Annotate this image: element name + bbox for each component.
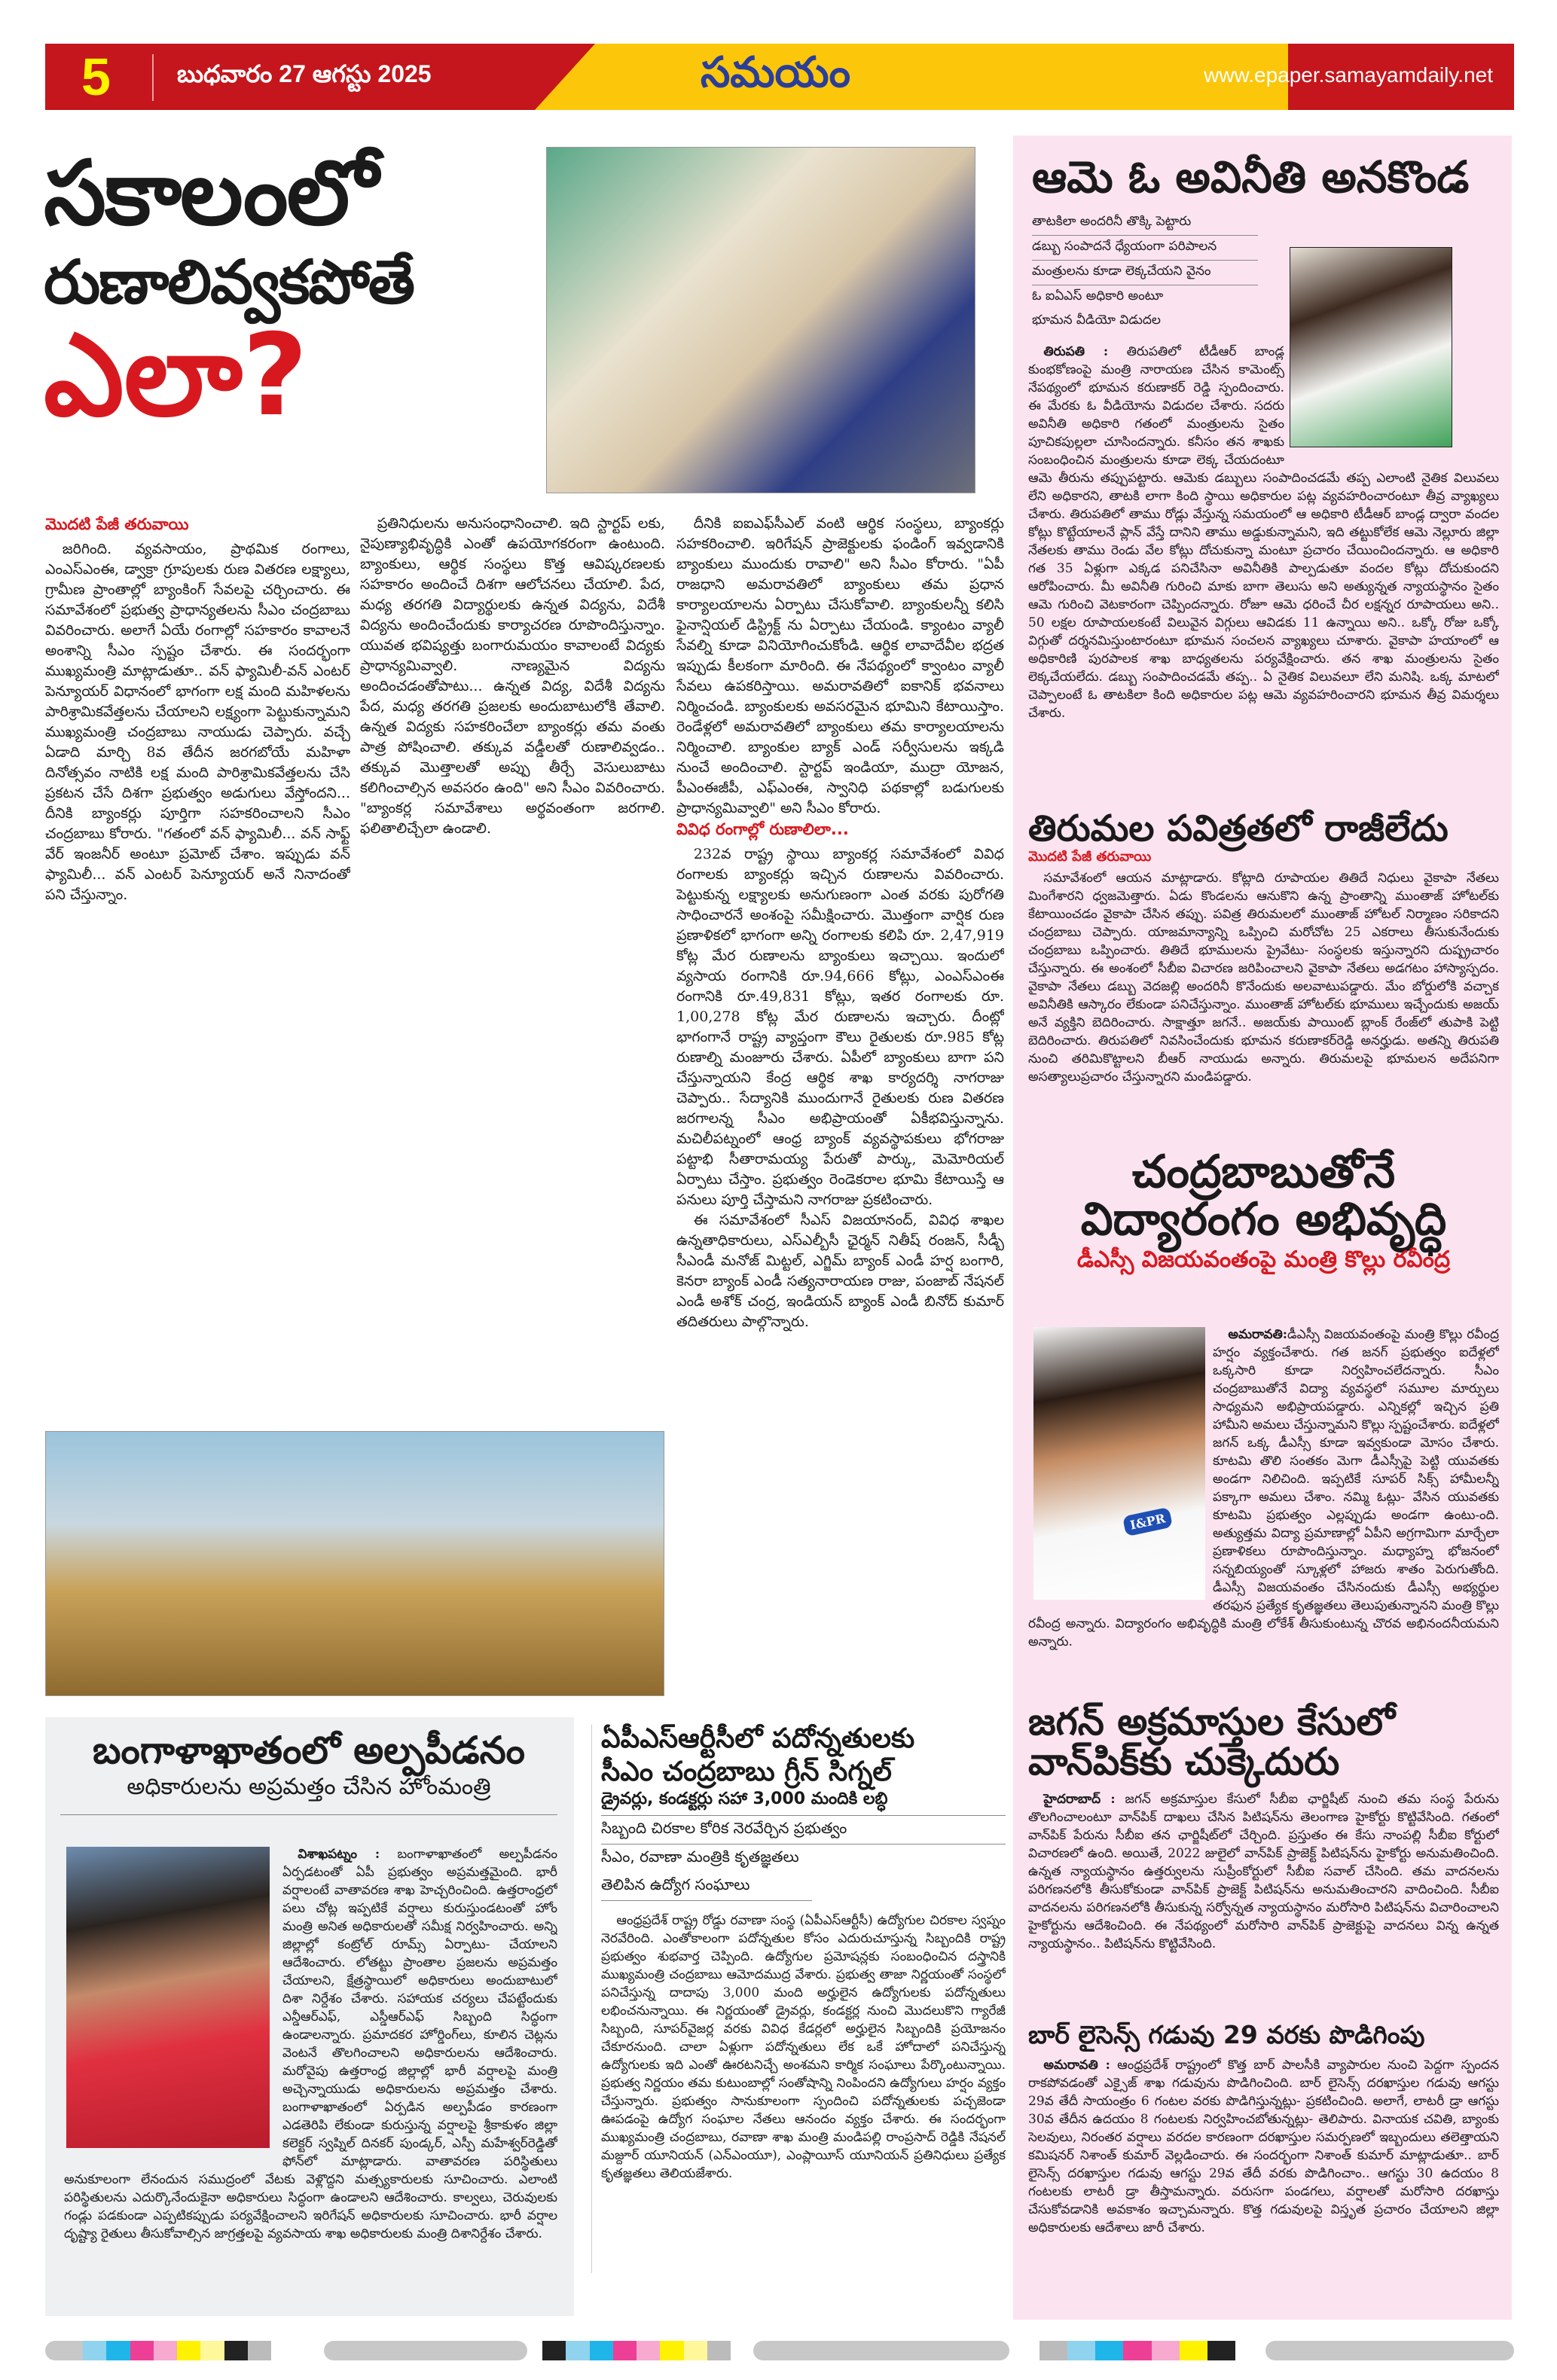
dateline: విశాఖపట్నం : bbox=[298, 1847, 380, 1862]
apsrtc-body bbox=[601, 1912, 1006, 2273]
lead-column-2 bbox=[360, 514, 665, 1425]
apsrtc-headline-line-1: ఏపీఎస్ఆర్టీసీలో పదోన్నతులకు bbox=[601, 1723, 915, 1754]
lead-col1-text: జరిగింది. వ్యవసాయం, ప్రాథమిక రంగాలు, ఎంఎస్ఎంఈ, డ్వాక్రా గ్రూపులకు రుణ వితరణ లక్ష్యాలు, గ్రామీణ ప్రాంతాల్లో బ్యాంకింగ్ సేవలపై చర్చించారు. ఈ సమావేశంలో ప్రభుత్వ ప్రాధాన్యతలను సీఎం చంద్రబాబు వివరించారు. అలాగే ఏయే రంగాల్లో సహకారం కావాలనే అంశాన్ని సీఎం స్పష్టం చేశారు. ఈ సందర్భంగా ముఖ్యమంత్రి మాట్లాడుతూ.. వన్ ఫ్యామిలీ-వన్ ఎంటర్ పెన్యూయర్ విధానంలో భాగంగా లక్ష మంది మహిళలను పారిశ్రామికవేత్తలను చేయాలని లక్ష్యంగా పెట్టుకున్నామని ముఖ్యమంత్రి చంద్రబాబు నాయుడు చెప్పారు. వచ్చే ఏడాది మార్చి 8వ తేదీన జరగబోయే మహిళా దినోత్సవం నాటికి లక్ష మంది పారిశ్రామికవేత్తలను చేసి ప్రకటన చేసే దిశగా ప్రభుత్వం అడుగులు వేస్తోందని... దీనికి బ్యాంకర్లు పూర్తిగా సహకరించాలని సీఎం చంద్రబాబు కోరారు. "గతంలో వన్ ఫ్యామిలీ... వన్ సాఫ్ట్ వేర్ ఇంజనీర్ అంటూ ప్రమోట్ చేశాం. ఇప్పుడు వన్ ఫ్యామిలీ... వన్ ఎంటర్ పెన్యూయర్ అనే నినాదంతో పని చేస్తున్నాం. bbox=[45, 541, 350, 903]
swatch bbox=[200, 2341, 224, 2360]
anaconda-headline: ఆమె ఓ అవినీతి అనకొండ bbox=[1032, 151, 1470, 203]
depression-body bbox=[64, 1845, 557, 2308]
swatch bbox=[684, 2341, 707, 2360]
anaconda-subhead: ఓ ఐఏఎస్ అధికారి అంటూ bbox=[1032, 288, 1164, 304]
lead-col2-text: ప్రతినిధులను అనుసంధానించాలి. ఇది స్టార్టప్ లకు, నైపుణ్యాభివృద్ధికి ఎంతో ఉపయోగకరంగా ఉంటుంది. బ్యాంకులు, ఆర్థిక సంస్థలు కొత్త ఆవిష్కరణలకు సహకారం అందించే దిశగా ఆలోచనలు చేయాలి. పేద, మధ్య తరగతి విద్యార్థులకు ఉన్నత విద్యను, విదేశీ విద్యను అందించేందుకు కార్యాచరణ రూపొందిస్తున్నాం. యువత భవిష్యత్తు బంగారుమయం కావాలంటే విద్యకు ప్రాధాన్యమివ్వాలి. నాణ్యమైన విద్యను అందించడంతోపాటు... ఉన్నత విద్య, విదేశీ విద్యను పేద, మధ్య తరగతి ప్రజలకు అందుబాటులోకి తేవాలి. ఉన్నత విద్యకు సహకరించేలా బ్యాంకర్లు తమ వంతు పాత్ర పోషించాలి. తక్కువ వడ్డీలతో రుణాలివ్వడం.. తక్కువ మొత్తాలతో అప్పు తీర్చే వెసులుబాటు కలిగించాల్సిన అవసరం ఉంది" అని సీఎం వివరించారు. "బ్యాంకర్ల సమావేశాలు అర్థవంతంగా జరగాలి. ఫలితాలిచ్చేలా ఉండాలి. bbox=[360, 515, 665, 837]
photo-float-spacer bbox=[1284, 343, 1499, 456]
anaconda-subhead: తాటకిలా అందరినీ తొక్కి పెట్టారు bbox=[1032, 211, 1258, 236]
vanpic-article bbox=[1028, 1702, 1499, 1990]
lead-col3-text-b: 232వ రాష్ట్ర స్థాయి బ్యాంకర్ల సమావేశంలో వివిధ రంగాలకు బ్యాంకర్లు ఇచ్చిన రుణాలను వివరించారు. పెట్టుకున్న లక్ష్యాలకు అనుగుణంగా ఎంత వరకు పురోగతి సాధించారనే అంశంపై సమీక్షించారు. మొత్తంగా వార్షిక రుణ ప్రణాళికలో భాగంగా అన్ని రంగాలకు కలిపి రూ. 2,47,919 కోట్ల మేర రుణాలను బ్యాంకులు ఇచ్చాయి. ఇందులో వ్యసాయ రంగానికి రూ.94,666 కోట్లు, ఎంఎస్ఎంఈ రంగానికి రూ.49,831 కోట్లు, ఇతర రంగాలకు రూ. 1,00,278 కోట్ల మేర రుణాలను ఇచ్చారు. దీంట్లో భాగంగానే రాష్ట్ర వ్యాప్తంగా కౌలు రైతులకు రూ.985 కోట్ల రుణాల్ని మంజూరు చేశారు. ఏపీలో బ్యాంకులు బాగా పని చేస్తున్నాయని కేంద్ర ఆర్థిక శాఖ కార్యదర్శి నాగరాజు చెప్పారు.. సేద్యానికి ముందుగానే రైతులకు రుణ వితరణ జరగాలన్న సీఎం అభిప్రాయంతో ఏకీభవిస్తున్నాను. మచిలీపట్నంలో ఆంధ్ర బ్యాంక్ వ్యవస్థాపకులు భోగరాజు పట్టాభి సీతారామయ్య పేరుతో పార్కు, మెమోరియల్ ఏర్పాటు చేస్తాం. ప్రభుత్వం రెండెకరాల భూమి కేటాయిస్తే ఆ పనులు పూర్తి చేస్తామని నాగరాజు ప్రకటించారు. bbox=[676, 846, 1004, 1208]
lead-headline bbox=[44, 141, 541, 441]
vanpic-body bbox=[1028, 1790, 1499, 1990]
swatch bbox=[637, 2341, 660, 2360]
apsrtc-subhead: డ్రైవర్లు, కండక్టర్లు సహా 3,000 మందికి లబ్ధి bbox=[601, 1787, 1006, 1816]
swatch bbox=[707, 2341, 731, 2360]
education-headline-line-1: చంద్రబాబుతోనే bbox=[1131, 1146, 1396, 1198]
lead-headline-line-1: సకాలంలో bbox=[44, 141, 377, 245]
swatch bbox=[660, 2341, 683, 2360]
bar-license-text: ఆంధ్రప్రదేశ్ రాష్ట్రంలో కొత్త బార్ పాలసీకి వ్యాపారుల నుంచి పెద్దగా స్పందన రాకపోవడంతో ఎక్సైజ్ శాఖ గడువును పొడిగించింది. బార్ లైసెన్స్ దరఖాస్తుల గడువు ఆగస్టు 29వ తేదీ సాయంత్రం 6 గంటల వరకు పొడిగిస్తున్నట్లు- ప్రకటించింది. అలాగే, లాటరీ డ్రా ఆగస్టు 30వ తేదీన ఉదయం 8 గంటలకు నిర్వహించబోతున్నట్లు- తెలిపారు. వినాయక చవితి, బ్యాంకు సెలవులు, నిరంతర వర్షాలు వరదల కారణంగా దరఖాస్తుల సమర్పణలో ఇబ్బందులు తలెత్తాయని కమిషనర్ నిశాంత్ కుమార్ వెల్లడించారు. ఈ సందర్భంగా నిశాంత్ కుమార్ మాట్లాడుతూ.. బార్ లైసెన్స్ దరఖాస్తుల గడువు ఆగస్టు 29వ తేదీ వరకు పొడిగించాం.. ఆగస్టు 30 ఉదయం 8 గంటలకు లాటరీ డ్రా తీస్తామన్నారు. వరుసగా పండగలు, వర్షాలతో మరోసారి దరఖాస్తు చేసుకోవడానికి అవకాశం ఇచ్చామన్నారు. కొత్త గడువులపై విస్తృత ప్రచారం చేయాలని జిల్లా అధికారులకు ఆదేశాలు జారీ చేశారు. bbox=[1028, 2057, 1499, 2235]
anaconda-subhead: భూమన వీడియో విడుదల bbox=[1032, 312, 1161, 328]
page-number: 5 bbox=[81, 47, 111, 106]
registration-bar bbox=[753, 2341, 1009, 2360]
apsrtc-text: ఆంధ్రప్రదేశ్ రాష్ట్ర రోడ్డు రవాణా సంస్థ (ఏపీఎస్ఆర్టీసీ) ఉద్యోగుల చిరకాల స్వప్నం నెరవేరింది. ఎంతోకాలంగా పదోన్నతుల కోసం ఎదురుచూస్తున్న సిబ్బందికి రాష్ట్ర ప్రభుత్వం శుభవార్త చెప్పింది. ఉద్యోగుల ప్రమోషన్లకు సంబంధించిన దస్త్రానికి ముఖ్యమంత్రి చంద్రబాబు ఆమోదముద్ర వేశారు. ప్రభుత్వ తాజా నిర్ణయంతో సంస్థలో పనిచేస్తున్న దాదాపు 3,000 మంది అర్హులైన ఉద్యోగులకు పదోన్నతులు లభించనున్నాయి. ఈ నిర్ణయంతో డ్రైవర్లు, కండక్టర్ల నుంచి మొదలుకొని గ్యారేజీ సిబ్బంది, సూపర్‌వైజర్ల వరకు వివిధ కేడర్లలో అర్హులైన సిబ్బందికి ప్రయోజనం చేకూరనుంది. చాలా ఏళ్లుగా పదోన్నతులు లేక ఒకే హోదాలో పనిచేస్తున్న ఉద్యోగులకు ఇది ఎంతో ఊరటనిచ్చే అంశమని కార్మిక సంఘాలు పేర్కొంటున్నాయి. ప్రభుత్వ నిర్ణయం తమ కుటుంబాల్లో సంతోషాన్ని నింపిందని ఉద్యోగులు హర్షం వ్యక్తం చేస్తున్నారు. ప్రభుత్వం సానుకూలంగా స్పందించి పదోన్నతులకు పచ్చజెండా ఊపడంపై ఉద్యోగ సంఘాల నేతలు ఆనందం వ్యక్తం చేశారు. ఈ సందర్భంగా ముఖ్యమంత్రి చంద్రబాబు, రవాణా శాఖ మంత్రి మండిపల్లి రాంప్రసాద్ రెడ్డికి నేషనల్ మజ్దూర్ యూనియన్ (ఎన్ఎంయూ), ఎంప్లాయీస్ యూనియన్ ప్రతినిధులు ప్రత్యేక కృతజ్ఞతలు తెలియజేశారు. bbox=[601, 1912, 1006, 2181]
vanpic-text: జగన్ అక్రమాస్తుల కేసులో సీబీఐ ఛార్జిషీట్ నుంచి తమ సంస్థ పేరును తొలగించాలంటూ వాన్‌పిక్ దాఖలు చేసిన పిటిషన్‌ను తెలంగాణ హైకోర్టు కొట్టివేసింది. గతంలో వాన్‌పిక్ పేరును సీబీఐ తన ఛార్జిషీట్‌లో చేర్చింది. ప్రస్తుతం ఈ కేసు నాంపల్లి సీబీఐ కోర్టులో విచారణలో ఉంది. అయితే, 2022 జులైలో వాన్‌పిక్ ప్రాజెక్ట్ పిటిషన్‌ను హైకోర్టు అనుమతించింది. ఉన్నత న్యాయస్థానం ఉత్తర్వులను సుప్రీంకోర్టులో సీబీఐ సవాల్ చేసింది. తమ వాదనలను పరిగణనలోకి తీసుకోకుండా వాన్‌పిక్ ప్రాజెక్ట్ పిటిషన్‌ను అనుమతించారని వాదించింది. సీబీఐ వాదనలను పరిగణనలోకి తీసుకున్న సర్వోన్నత న్యాయస్థానం మరోసారి పిటిషన్‌ను విచారించాలని హైకోర్టును ఆదేశించింది. ఈ నేపథ్యంలో మరోసారి వాన్‌పిక్ ప్రాజెక్టుపై వాదనలు విన్న ఉన్నత న్యాయస్థానం.. పిటిషన్‌ను కొట్టివేసింది. bbox=[1028, 1792, 1499, 1951]
tirumala-headline: తిరుమల పవిత్రతలో రాజీలేదు bbox=[1028, 807, 1449, 850]
swatch bbox=[1067, 2341, 1095, 2360]
dateline: హైదరాబాద్ : bbox=[1043, 1792, 1116, 1807]
education-body bbox=[1028, 1326, 1499, 1680]
apsrtc-subhead: సీఎం, రవాణా మంత్రికి కృతజ్ఞతలు bbox=[601, 1847, 799, 1866]
anaconda-subhead: డబ్బు సంపాదనే ధ్యేయంగా పరిపాలన bbox=[1032, 236, 1258, 261]
vanpic-headline-line-2: వాన్‌పిక్‌కు చుక్కెదురు bbox=[1028, 1739, 1340, 1783]
swatch bbox=[154, 2341, 177, 2360]
bar-license-body bbox=[1028, 2056, 1499, 2282]
tirumala-article bbox=[1028, 807, 1499, 1137]
vanpic-headline-line-1: జగన్ అక్రమాస్తుల కేసులో bbox=[1028, 1700, 1395, 1744]
header-divider bbox=[152, 54, 154, 101]
apsrtc-subhead: తెలిపిన ఉద్యోగ సంఘాలు bbox=[601, 1872, 812, 1901]
swatch bbox=[1095, 2341, 1123, 2360]
swatch bbox=[613, 2341, 637, 2360]
anaconda-subheads bbox=[1032, 211, 1258, 334]
bar-license-article bbox=[1028, 2022, 1499, 2282]
apsrtc-subhead: సిబ్బంది చిరకాల కోరిక నెరవేర్చిన ప్రభుత్వం bbox=[601, 1816, 1006, 1844]
registration-bar bbox=[324, 2341, 527, 2360]
anaconda-subhead: మంత్రులను కూడా లెక్కచేయని వైనం bbox=[1032, 261, 1258, 285]
swatch bbox=[1207, 2341, 1235, 2360]
continued-kicker: మొదటి పేజీ తరువాయి bbox=[1028, 849, 1152, 865]
education-article bbox=[1028, 1146, 1499, 1273]
depression-subhead: అధికారులను అప్రమత్తం చేసిన హోంమంత్రి bbox=[60, 1771, 557, 1815]
swatch bbox=[177, 2341, 200, 2360]
lead-column-3 bbox=[676, 514, 1004, 1696]
education-text: డీఎస్సీ విజయవంతంపై మంత్రి కొల్లు రవీంద్ర హర్షం వ్యక్తంచేశారు. గత జనగ్ ప్రభుత్వం ఐదేళ్లలో ఒక్కసారి కూడా నిర్వహించలేదన్నారు. సీఎం చంద్రబాబుతోనే విద్యా వ్యవస్థలో సమూల మార్పులు సాధ్యమని అభిప్రాయపడ్డారు. ఎన్నికల్లో ఇచ్చిన ప్రతి హామీని అమలు చేస్తున్నామని కొల్లు స్పష్టంచేశారు. ఐదేళ్లలో జగన్ ఒక్క డీఎస్సీ కూడా ఇవ్వకుండా మోసం చేశారు. కూటమి తొలి సంతకం మెగా డీఎస్సీపై పెట్టి యువతకు అండగా నిలిచింది. ఇప్పటికే సూపర్ సిక్స్ హామీలన్నీ పక్కాగా అమలు చేశాం. నమ్మి ఓట్లు- వేసిన యువతకు కూటమి ప్రభుత్వం ఎల్లప్పుడు అండగా ఉంటు-ంది. అత్యుత్తమ విద్యా ప్రమాణాల్లో ఏపీని అగ్రగామిగా మార్చేలా ప్రణాళికలు రూపొందిస్తున్నాం. మధ్యాహ్న భోజనంలో సన్నబియ్యంతో స్కూళ్లలో హాజరు శాతం పెరుగుతోంది. డీఎస్సీ విజయవంతం చేసినందుకు డీఎస్సీ అభ్యర్థుల తరఫున ప్రత్యేక కృతజ్ఞతలు తెలుపుతున్నానని మంత్రి కొల్లు రవీంద్ర అన్నారు. విద్యారంగం అభివృద్ధికి మంత్రి లోకేశ్ తీసుకుంటున్న చొరవ అభినందనీయమని అన్నారు. bbox=[1028, 1327, 1499, 1649]
education-headline-line-2: విద్యారంగం అభివృద్ధి bbox=[1080, 1193, 1447, 1246]
depression-text: బంగాళాఖాతంలో అల్పపీడనం ఏర్పడటంతో ఏపీ ప్రభుత్వం అప్రమత్తమైంది. భారీ వర్షాలంటే వాతావరణ శాఖ హెచ్చరించింది. ఉత్తరాంధ్రలో పలు చోట్ల ఇప్పటికే వర్షాలు కురుస్తుండటంతో హోం మంత్రి అనిత అధికారులతో సమీక్ష నిర్వహించారు. అన్ని జిల్లాల్లో కంట్రోల్ రూమ్స్ ఏర్పాటు- చేయాలని ఆదేశించారు. లోతట్టు ప్రాంతాల ప్రజలను అప్రమత్తం చేయాలని, క్షేత్రస్థాయిలో అధికారులు అందుబాటులో దిశా నిర్దేశం చేశారు. సహాయక చర్యలు చేపట్టేందుకు ఎన్డీఆర్ఎఫ్, ఎస్డీఆర్ఎఫ్ సిబ్బంది సిద్ధంగా ఉండాలన్నారు. ప్రమాదకర హోర్డింగ్‌లు, కూలిన చెట్లను వెంటనే తొలగించాలని అధికారులను ఆదేశించారు. మరోవైపు ఉత్తరాంధ్ర జిల్లాల్లో భారీ వర్షాలపై మంత్రి అచ్చెన్నాయుడు అధికారులను అప్రమత్తం చేశారు. బంగాళాఖాతంలో ఏర్పడిన అల్పపీడం కారణంగా ఎడతెరిపి లేకుండా కురుస్తున్న వర్షాలపై శ్రీకాకుళం జిల్లా కలెక్టర్ స్వప్నిల్ దినకర్ పుండ్కర్, ఎస్పీ మహేశ్వర్‌రెడ్డితో ఫోన్‌లో మాట్లాడారు. వాతావరణ పరిస్థితులు అనుకూలంగా లేనందున సముద్రంలో వేటకు వెళ్లొద్దని మత్స్యకారులకు సూచించారు. ఎలాంటి పరిస్థితులను ఎదుర్కొనేందుకైనా అధికారులు సిద్ధంగా ఉండాలని ఆదేశించారు. కాల్వలు, చెరువులకు గండ్లు పడకుండా ఎప్పటికప్పుడు పర్యవేక్షించాలని ఇరిగేషన్ అధికారులకు సూచించారు. భారీ వర్షాల దృష్ట్యా రైతులు తీసుకోవాల్సిన జాగ్రత్తలపై వ్యవసాయ శాఖ అధికారులకు మంత్రి దిశానిర్దేశం చేశారు. bbox=[64, 1847, 557, 2241]
lead-col3-text-c: ఈ సమావేశంలో సీఎస్ విజయానంద్, వివిధ శాఖల ఉన్నతాధికారులు, ఎస్ఎల్బీసీ ఛైర్మన్ నితీష్ రంజన్, సీడ్బీ సీఎండీ మనోజ్ మిట్టల్, ఎగ్జిమ్ బ్యాంక్ ఎండీ హర్ష బంగారి, కెనరా బ్యాంక్ ఎండీ సత్యనారాయణ రాజు, పంజాబ్ నేషనల్ ఎండీ అశోక్ చంద్ర, ఇండియన్ బ్యాంక్ ఎండీ బినోద్ కుమార్ తదితరులు పాల్గొన్నారు. bbox=[676, 1212, 1004, 1330]
bankers-meeting-photo bbox=[45, 1431, 664, 1696]
swatch bbox=[224, 2341, 248, 2360]
masthead-logo: సమయం bbox=[701, 48, 850, 97]
anaconda-text: తిరుపతిలో టీడీఆర్ బాండ్ల కుంభకోణంపై మంత్రి నారాయణ చేసిన కామెంట్స్ నేపథ్యంలో భూమన కరుణాకర్ రెడ్డి స్పందించారు. ఈ మేరకు ఓ వీడియోను విడుదల చేశారు. సదరు అవినీతి అధికారి గతంలో మంత్రులను సైతం పూచికపుల్లలా చూసిందన్నారు. కనీసం తన శాఖకు సంబంధించిన మంత్రులను కూడా లెక్క చేయదంటూ ఆమె తీరును తప్పుపట్టారు. ఆమెకు డబ్బులు సంపాదించడమే తప్ప ఎలాంటి నైతిక విలువలు లేని అధికారని, తాటకి లాగా కింది స్థాయి అధికారుల పట్ల వ్యవహరించారంటూ తీవ్ర వ్యాఖ్యలు చేశారు. తిరుపతిలో తాము రోడ్లు వేస్తున్న సమయంలో ఆ అధికారి టీడీఆర్ బాండ్ల ద్వారా వందల కోట్లు కొట్టేయాలనే ప్లాన్ వేస్తే దానిని తాము అడ్డుకున్నామని, ఇది తట్టుకోలేక ఆమె నెల్లూరు జిల్లా నేతలకు తాము రెండు వేల కోట్లు దోచుకున్నా మంటూ ప్రచారం చేయించిందన్నారు. ఆ అధికారి గత 35 ఏళ్లుగా ఎక్కడ పనిచేసినా అవినీతికి పాల్పడుతూ వందల కోట్లు దోచుకుందని ఆరోపించారు. మీ అవినీతి గురించి మాకు బాగా తెలుసు అని అత్యున్నత న్యాయస్థానం సైతం ఆమె గురించి వెటకారంగా చెప్పిందన్నారు. రోజూ ఆమె ధరించే చీర లక్షన్నర రూపాయలు అని.. 50 లక్షల రూపాయలకంటే విలువైన విగ్గులు ఆవిడకు 11 ఉన్నాయి అని.. ఒక్కో రోజు ఒక్కో విగ్గుతో దర్శనమిస్తుంటారంటూ భూమన సంచలన వ్యాఖ్యలు చూశారు. వైకాపా హయాంలో ఆ అధికారిణి పురపాలక శాఖ బాధ్యతలను పర్యవేక్షించారు. తన శాఖ మంత్రులను సైతం లెక్కచేయలేదు. డబ్బు సంపాదించడమే తప్ప.. ఏ నైతిక విలువలూ లేని మనిషి. ఒక్క మాటలో చెప్పాలంటే ఓ తాటకిలా కింది అధికారుల పట్ల ఆమె వ్యవహరించారని భూమన తీవ్ర విమర్శలు చేశారు. bbox=[1028, 344, 1499, 721]
dateline: అమరావతి: bbox=[1228, 1327, 1288, 1342]
tirumala-body bbox=[1028, 869, 1499, 1137]
swatch bbox=[1180, 2341, 1207, 2360]
registration-bar bbox=[1265, 2341, 1514, 2360]
photo-float-spacer bbox=[1028, 1326, 1213, 1600]
swatch bbox=[1123, 2341, 1151, 2360]
cm-handshake-photo bbox=[546, 147, 975, 493]
depression-headline: బంగాళాఖాతంలో అల్పపీడనం bbox=[92, 1729, 526, 1772]
swatch bbox=[248, 2341, 271, 2360]
ipr-mic-badge: I&PR bbox=[1122, 1507, 1173, 1537]
masthead-yellow-panel bbox=[535, 44, 1288, 110]
dateline: తిరుపతి : bbox=[1043, 344, 1109, 359]
color-registration-strip bbox=[542, 2341, 731, 2360]
lead-headline-line-3: ఎలా? bbox=[44, 310, 308, 441]
bar-license-headline: బార్ లైసెన్స్ గడువు 29 వరకు పొడిగింపు bbox=[1028, 2020, 1425, 2049]
color-registration-strip bbox=[1040, 2341, 1235, 2360]
lead-column-1 bbox=[45, 514, 350, 1425]
swatch bbox=[590, 2341, 613, 2360]
issue-date: బుధవారం 27 ఆగస్టు 2025 bbox=[177, 60, 432, 87]
apsrtc-headline-line-2: సీఎం చంద్రబాబు గ్రీన్ సిగ్నల్ bbox=[601, 1756, 892, 1787]
education-subhead: డీఎస్సీ విజయవంతంపై మంత్రి కొల్లు రవీంద్ర bbox=[1076, 1246, 1451, 1273]
photo-float-spacer bbox=[64, 1845, 282, 2169]
swatch bbox=[130, 2341, 154, 2360]
swatch bbox=[83, 2341, 106, 2360]
color-registration-strip bbox=[83, 2341, 271, 2360]
apsrtc-article bbox=[591, 1725, 1006, 2273]
swatch bbox=[1152, 2341, 1180, 2360]
swatch bbox=[106, 2341, 130, 2360]
swatch bbox=[542, 2341, 566, 2360]
anaconda-body bbox=[1028, 343, 1499, 795]
page-header-band bbox=[45, 44, 1514, 110]
swatch bbox=[1040, 2341, 1067, 2360]
epaper-url[interactable]: www.epaper.samayamdaily.net bbox=[1204, 63, 1493, 87]
lead-headline-line-2: రుణాలివ్వకపోతే bbox=[44, 246, 414, 317]
tirumala-text: సమావేశంలో ఆయన మాట్లాడారు. కోట్లాది రూపాయల తితిదే నిధులు వైకాపా నేతలు మింగేశారని ధ్వజమెత్తారు. ఏడు కొండలను ఆనుకొని ఉన్న ప్రాంతాన్ని ముంతాజ్ హోటల్‌కు కేటాయించడం వైకాపా చేసిన తప్పు. పవిత్ర తిరుమలలో ముంతాజ్ హోటల్ నిర్మాణం సరికాదని చంద్రబాబు చెప్పారు. యాజమాన్యాన్ని ఒప్పించి మరోచోట 25 ఎకరాలు తీసుకునేందుకు చంద్రబాబు ఒప్పించారు. తితిదే భూములను ప్రైవేటు- సంస్థలకు ఇస్తున్నారని దుష్ప్రచారం చేస్తున్నారు. ఈ అంశంలో సీబీఐ విచారణ జరిపించాలని వైకాపా నేతలు అడగటం హాస్యాస్పదం. వైకాపా నేతలు డబ్బు వెదజల్లి అందరినీ కొనేందుకు అలవాటుపడ్డారు. మేం బోర్డులోకి వచ్చాక అవినీతికి ఆస్కారం లేకుండా పనిచేస్తున్నాం. ముంతాజ్ హోటల్‌కు భూములు ఇచ్చేందుకు అజయ్ అనే వ్యక్తిని బెదిరించారు. సాక్షాత్తూ జగనే.. అజయ్‌కు పాయింట్ బ్లాంక్ రేంజ్‌లో తుపాకి పెట్టి బెదిరించారు. తిరుపతిలో నివసించేందుకు భూమన కరుణాకర్‌రెడ్డి అనర్హుడు. అతన్ని తిరుపతి నుంచి తరిమికొట్టాలని బీఆర్ నాయుడు అన్నారు. తిరుమలపై భూమలన అదేపనిగా అసత్యాలుప్రచారం చేస్తున్నారని మండిపడ్డారు. bbox=[1028, 871, 1499, 1085]
depression-article bbox=[60, 1731, 557, 1815]
dateline: అమరావతి : bbox=[1043, 2057, 1110, 2073]
continued-kicker: మొదటి పేజీ తరువాయి bbox=[45, 515, 189, 533]
lead-col3-text-a: దీనికి ఐఐఎఫ్‌సీఎల్ వంటి ఆర్థిక సంస్థలు, బ్యాంకర్లు సహకరించాలి. ఇరిగేషన్ ప్రాజెక్టులకు ఫండింగ్ ఇవ్వడానికి బ్యాంకులు ముందుకు రావాలి" అని సీఎం కోరారు. "ఏపీ రాజధాని అమరావతిలో బ్యాంకులు తమ ప్రధాన కార్యాలయాలను ఏర్పాటు చేసుకోవాలి. బ్యాంకులన్నీ కలిసి ఫైనాన్షియల్ డిస్ట్రిక్ట్ ను ఏర్పాటు చేయండి. క్యాంటం వ్యాలీ సేవల్ని కూడా వినియోగించుకోండి. ఆర్థిక లావాదేవీల భద్రత ఇప్పుడు కీలకంగా మారింది. ఈ నేపథ్యంలో క్వాంటం వ్యాలీ సేవలు ఉపకరిస్తాయి. అమరావతిలో ఐకానిక్ భవనాలు నిర్మించండి. బ్యాంకులకు అవసరమైన భూమిని కేటాయిస్తాం. రెండేళ్లలో అమరావతిలో బ్యాంకులు తమ కార్యాలయాలను నిర్మించాలి. బ్యాంకుల బ్యాక్ ఎండ్ సర్వీసులను ఇక్కడి నుంచే అందించాలి. స్టార్టప్ ఇండియా, ముద్రా యోజన, పీఎంఈజీపీ, ఎఫ్ఎంఈ, స్వానిధి పథకాల్లో బడుగులకు ప్రాధాన్యమివ్వాలి" అని సీఎం కోరారు. bbox=[676, 515, 1004, 816]
lead-subhead: వివిధ రంగాల్లో రుణాలిలా... bbox=[676, 820, 849, 838]
swatch bbox=[566, 2341, 589, 2360]
